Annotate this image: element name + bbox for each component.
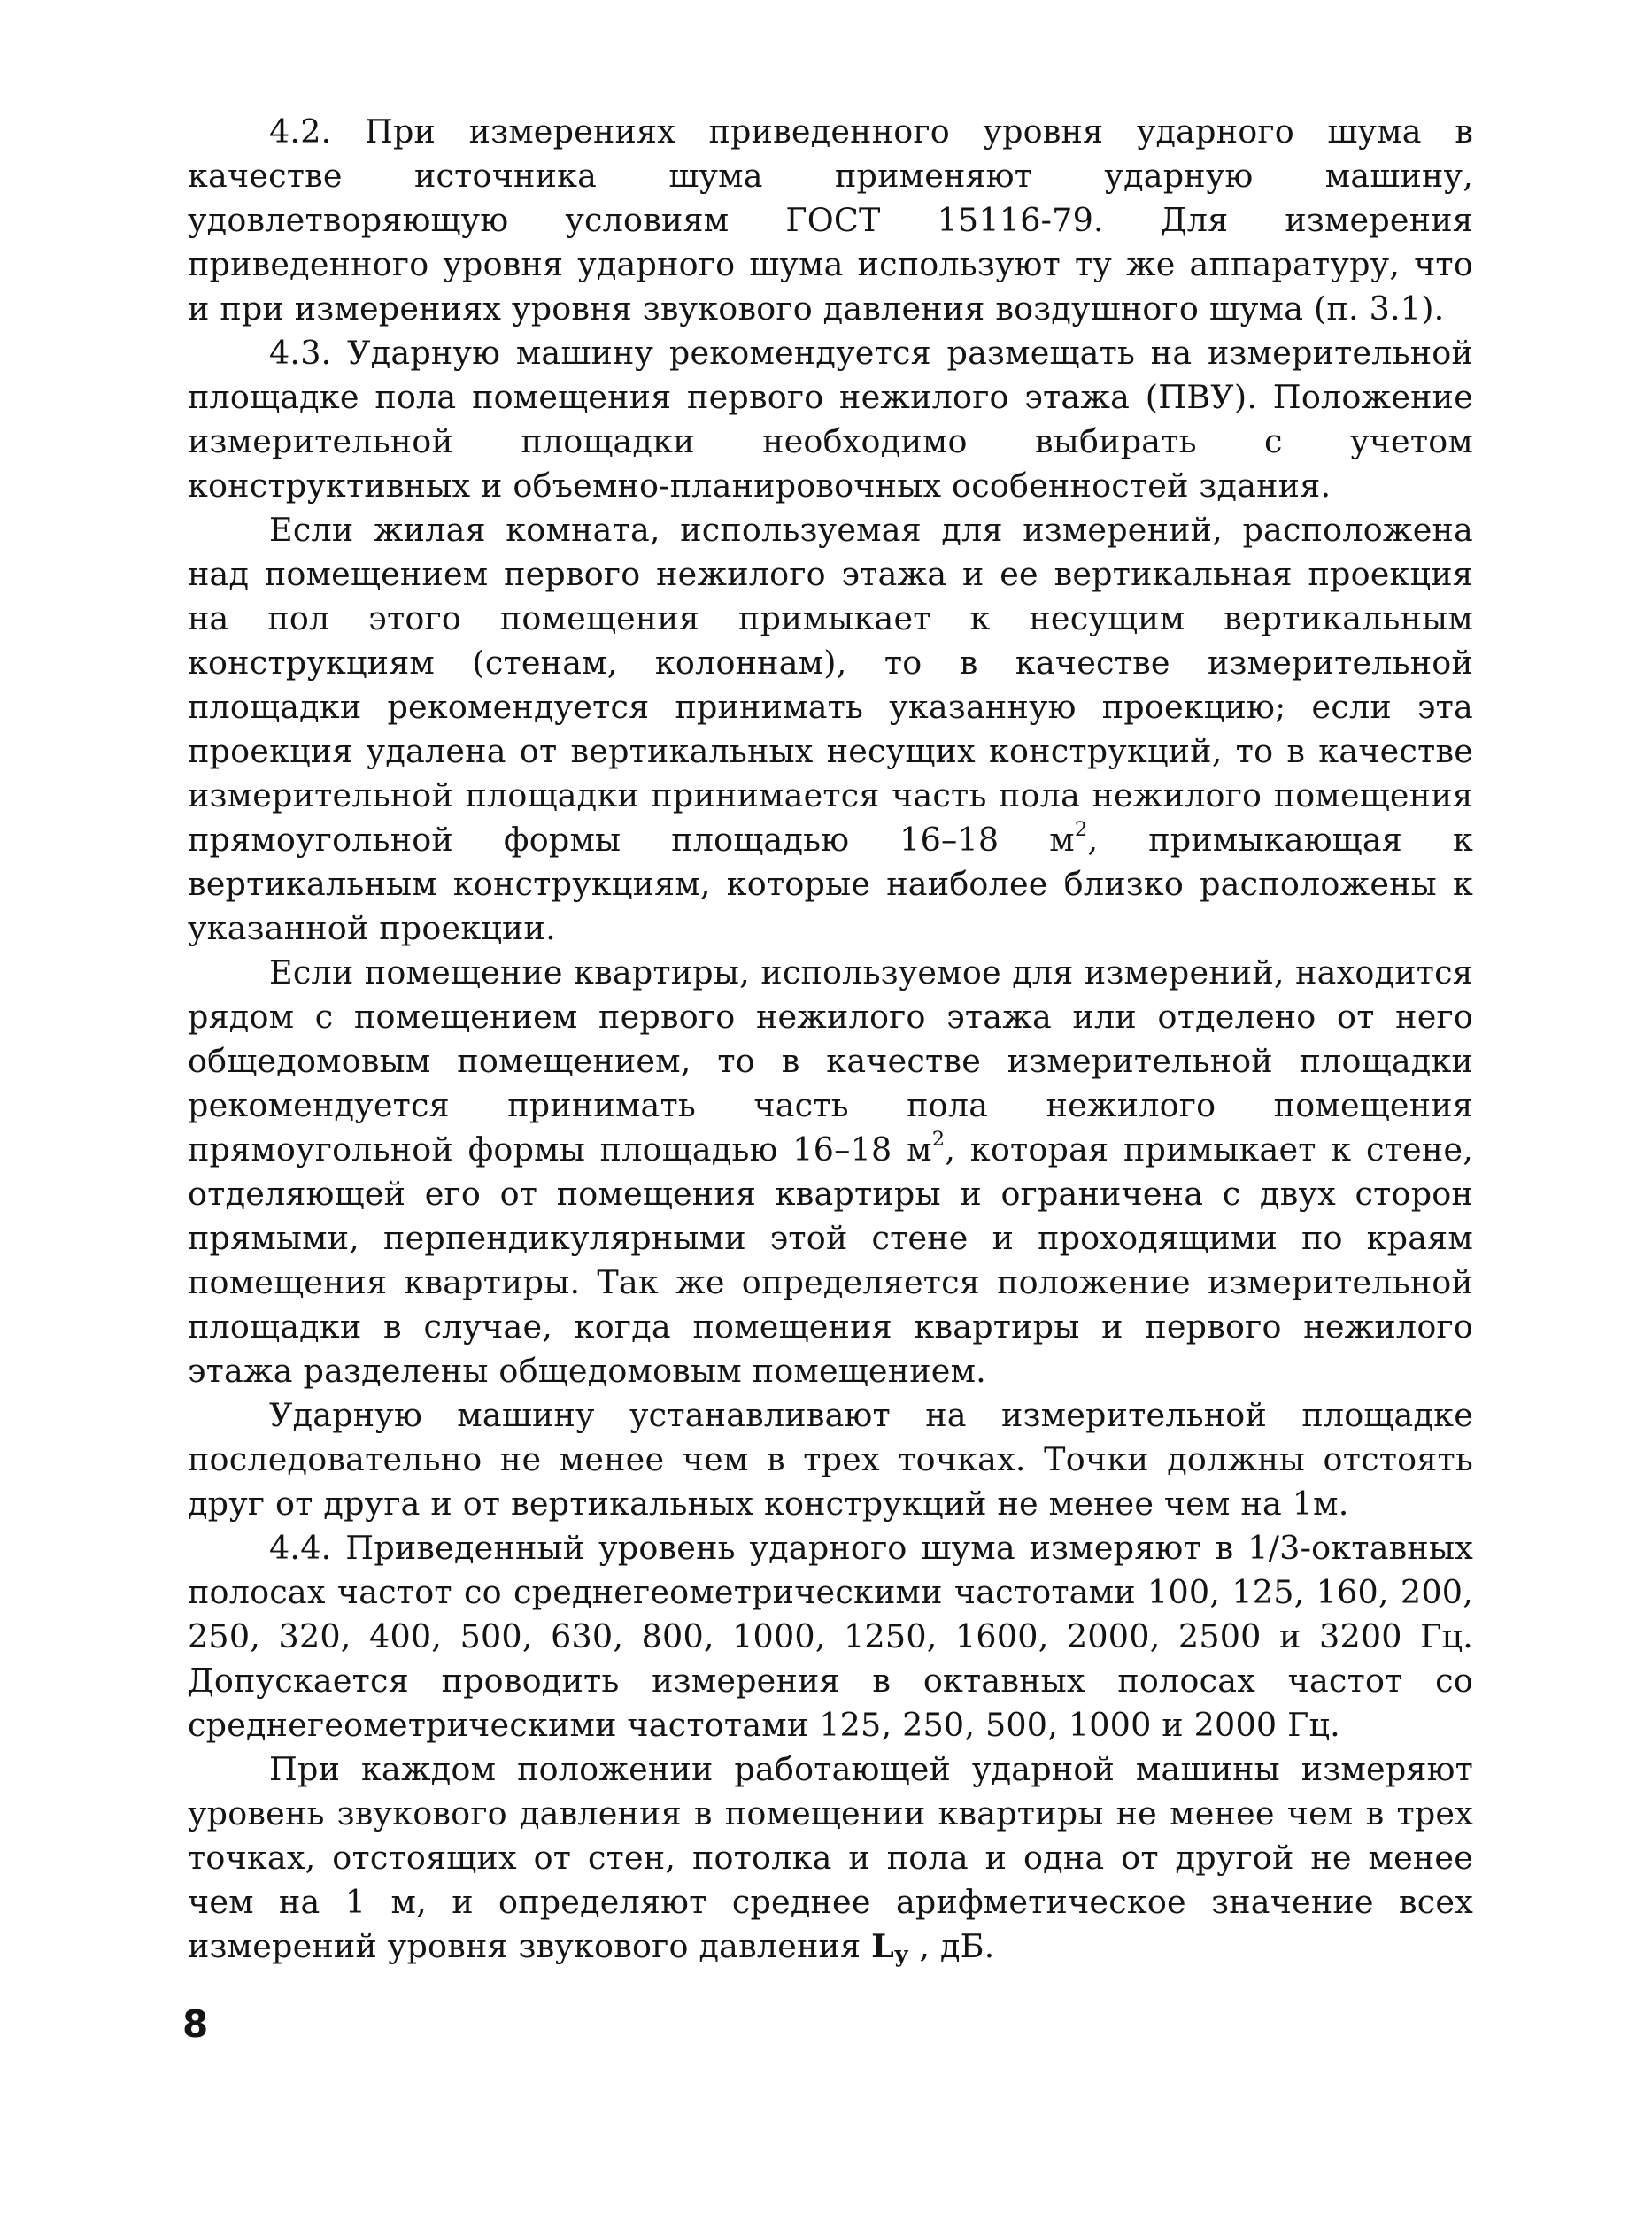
paragraph-machine-positions: Ударную машину устанавливают на измерительной площадке последовательно не менее чем в трех точках. Точки должны отстоять друг от друга и от вертикальных конструкций не менее чем на 1м. — [188, 1396, 1473, 1523]
level-symbol: L — [871, 1927, 894, 1965]
paragraph-4-4: 4.4. Приведенный уровень ударного шума измеряют в 1/3-октавных полосах частот со среднегеометрическими частотами 100, 125, 160, 200, 250, 320, 400, 500, 630, 800, 1000, 1250, 1600, 2000, 2500 и 3200 Гц. Допускается проводить измерения в октавных полосах частот со среднегеометрическими частотами 125, 250, 500, 1000 и 2000 Гц. — [188, 1529, 1473, 1744]
level-symbol-subscript: у — [893, 1941, 909, 1969]
living-room-text-before: Если жилая комната, используемая для измерений, расположена над помещением первого нежилого этажа и ее вертикальная проекция на пол этого помещения примыкает к несущим вертикальным конструкциям (стенам, колоннам), то в качестве измерительной площадки рекомендуется принимать указанную проекцию; если эта проекция удалена от вертикальных несущих конструкций, то в качестве измерительной площадки принимается часть пола нежилого помещения прямоугольной формы площадью 16–18 м — [188, 511, 1473, 859]
living-room-text-after: , примыкающая к вертикальным конструкциям, которые наиболее близко расположены к указанной проекции. — [188, 821, 1473, 947]
paragraph-living-room-placement — [188, 508, 1473, 951]
paragraph-measurement-procedure — [188, 1747, 1473, 1977]
body-text — [188, 110, 1473, 1977]
page-number: 8 — [182, 2002, 209, 2046]
procedure-text-before: При каждом положении работающей ударной машины измеряют уровень звукового давления в помещении квартиры не менее чем в трех точках, отстоящих от стен, потолка и пола и одна от другой не менее чем на 1 м, и определяют среднее арифметическое значение всех измерений уровня звукового давления — [188, 1750, 1473, 1965]
paragraph-apartment-placement — [188, 951, 1473, 1393]
paragraph-4-2: 4.2. При измерениях приведенного уровня ударного шума в качестве источника шума применяют ударную машину, удовлетворяющую условиям ГОСТ 15116-79. Для измерения приведенного уровня ударного шума используют ту же аппаратуру, что и при измерениях уровня звукового давления воздушного шума (п. 3.1). — [188, 112, 1473, 328]
apartment-text-before: Если помещение квартиры, используемое для измерений, находится рядом с помещением первого нежилого этажа или отделено от него общедомовым помещением, то в качестве измерительной площадки рекомендуется принимать часть пола нежилого помещения прямоугольной формы площадью 16–18 м — [188, 953, 1473, 1169]
area-unit-superscript: 2 — [1074, 818, 1088, 842]
paragraph-4-3: 4.3. Ударную машину рекомендуется размещать на измерительной площадке пола помещения первого нежилого этажа (ПВУ). Положение измерительной площадки необходимо выбирать с учетом конструктивных и объемно-планировочных особенностей здания. — [188, 334, 1473, 505]
procedure-text-after: , дБ. — [908, 1927, 995, 1965]
area-unit-superscript: 2 — [931, 1128, 946, 1152]
apartment-text-after: , которая примыкает к стене, отделяющей его от помещения квартиры и ограничена с двух сторон прямыми, перпендикулярными этой стене и проходящими по краям помещения квартиры. Так же определяется положение измерительной площадки в случае, когда помещения квартиры и первого нежилого этажа разделены общедомовым помещением. — [188, 1130, 1473, 1390]
